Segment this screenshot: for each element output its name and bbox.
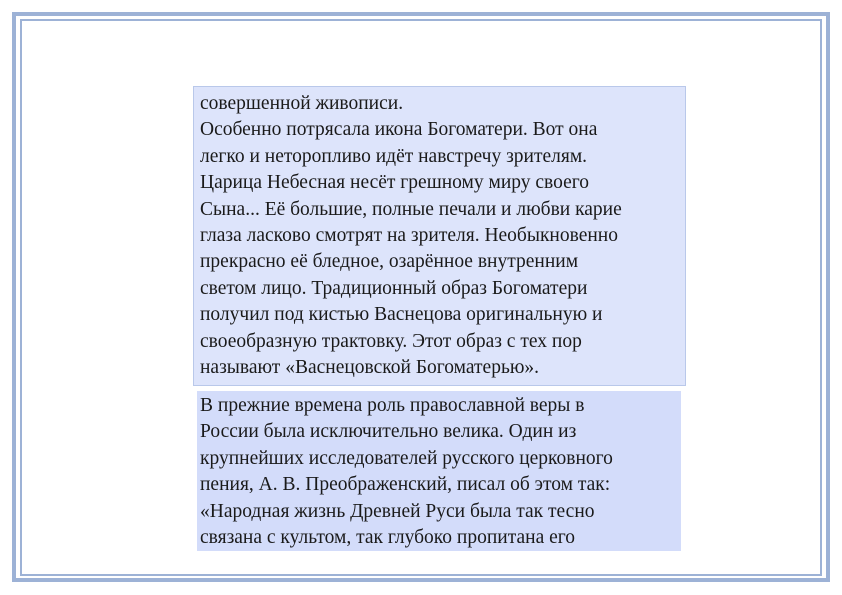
text-line: прекрасно её бледное, озарённое внутренним (200, 251, 579, 273)
text-line: Сына... Её большие, полные печали и любви карие (200, 198, 622, 220)
text-line: Царица Небесная несёт грешному миру своего (200, 172, 590, 194)
text-line: получил под кистью Васнецова оригинальную и (200, 304, 603, 326)
text-line: крупнейших исследователей русского церковного (200, 447, 613, 469)
text-line: Особенно потрясала икона Богоматери. Вот она (200, 119, 598, 141)
text-box-orthodox-faith (197, 391, 681, 551)
text-line: пения, А. В. Преображенский, писал об этом так: (200, 474, 611, 496)
text-line: своеобразную трактовку. Этот образ с тех пор (200, 330, 582, 352)
text-line: «Народная жизнь Древней Руси была так тесно (200, 500, 595, 522)
text-line: называют «Васнецовской Богоматерью». (200, 357, 540, 379)
text-box-vasnetsov-icon (193, 86, 686, 386)
text-line: В прежние времена роль православной веры в (200, 395, 585, 416)
text-line: совершенной живописи. (200, 93, 404, 114)
text-line: глаза ласково смотрят на зрителя. Необыкновенно (200, 225, 618, 247)
text-line: России была исключительно велика. Один из (200, 421, 577, 443)
text-line: связана с культом, так глубоко пропитана его (200, 527, 576, 549)
text-line: светом лицо. Традиционный образ Богоматери (200, 277, 588, 299)
text-line: легко и неторопливо идёт навстречу зрителям. (200, 145, 588, 167)
